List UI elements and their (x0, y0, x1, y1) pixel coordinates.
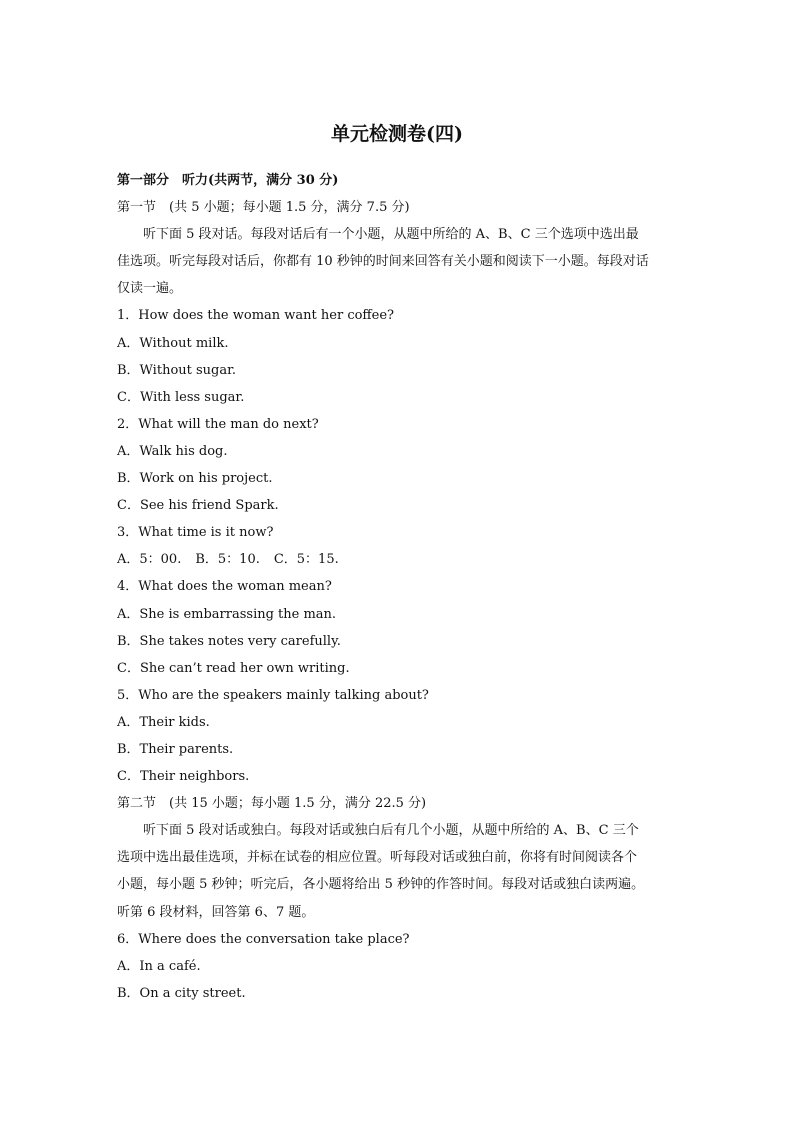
section-heading: 第一节 (共 5 小题；每小题 1.5 分，满分 7.5 分) (117, 200, 410, 216)
answer-option: C．5：15. (273, 552, 339, 568)
answer-option: C．Their neighbors. (117, 769, 250, 785)
question-stem: 1．How does the woman want her coffee? (117, 308, 395, 324)
instructions-line: 小题，每小题 5 秒钟；听完后，各小题将给出 5 秒钟的作答时间。每段对话或独白读两遍。 (117, 877, 645, 893)
question-stem: 6．Where does the conversation take place? (117, 931, 410, 947)
material-note: 听第 6 段材料，回答第 6、7 题。 (117, 904, 315, 920)
answer-option: A．She is embarrassing the man. (117, 606, 337, 622)
answer-option: C．See his friend Spark. (117, 498, 279, 514)
answer-option: B．Their parents. (117, 741, 234, 757)
answer-option: C．With less sugar. (117, 389, 245, 405)
answer-option: B．5：10. (195, 552, 260, 568)
instructions-line: 佳选项。听完每段对话后，你都有 10 秒钟的时间来回答有关小题和阅读下一小题。每段对话 (117, 254, 649, 270)
section-heading: 第二节 (共 15 小题；每小题 1.5 分，满分 22.5 分) (117, 796, 427, 812)
answer-option: B．On a city street. (117, 985, 246, 1001)
question-stem: 4．What does the woman mean? (117, 579, 332, 595)
instructions-line: 仅读一遍。 (117, 281, 183, 297)
answer-option: B．Without sugar. (117, 362, 237, 378)
page-title: 单元检测卷(四) (331, 123, 463, 145)
instructions-line: 选项中选出最佳选项，并标在试卷的相应位置。听每段对话或独白前，你将有时间阅读各个 (117, 850, 638, 866)
answer-option: A．In a café. (117, 958, 201, 974)
answer-option: A．5：00. (117, 552, 182, 568)
question-stem: 3．What time is it now? (117, 525, 274, 541)
answer-option: A．Walk his dog. (117, 443, 228, 459)
question-stem: 2．What will the man do next? (117, 416, 319, 432)
instructions-line: 听下面 5 段对话或独白。每段对话或独白后有几个小题，从题中所给的 A、B、C 三个 (143, 823, 639, 839)
part-heading: 第一部分 听力(共两节，满分 30 分) (117, 173, 339, 188)
answer-option: C．She can’t read her own writing. (117, 660, 350, 676)
instructions-line: 听下面 5 段对话。每段对话后有一个小题，从题中所给的 A、B、C 三个选项中选出最 (143, 227, 639, 243)
answer-option: B．She takes notes very carefully. (117, 633, 341, 649)
answer-option: A．Without milk. (117, 335, 229, 351)
inline-options (117, 546, 683, 573)
answer-option: B．Work on his project. (117, 471, 273, 487)
exam-content (117, 167, 683, 1007)
answer-option: A．Their kids. (117, 714, 210, 730)
question-stem: 5．Who are the speakers mainly talking about? (117, 687, 429, 703)
